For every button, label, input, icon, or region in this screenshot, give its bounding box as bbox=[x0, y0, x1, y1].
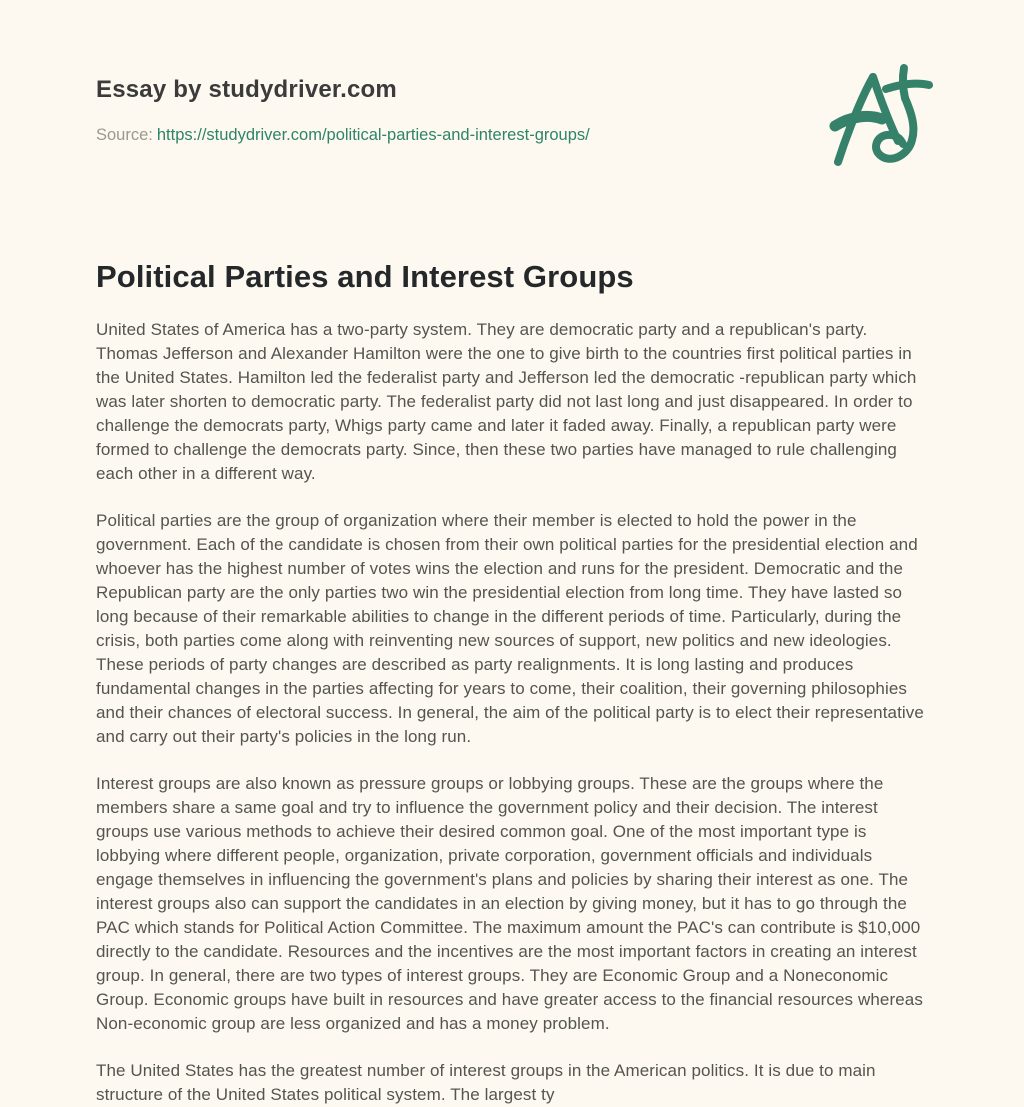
essay-paragraph-4: The United States has the greatest number of interest groups in the American politics. It is due to main structure of the United States political system. The largest ty bbox=[96, 1061, 876, 1104]
essay-paragraph-1: United States of America has a two-party system. They are democratic party and a republican's party. Thomas Jefferson and Alexander Hamilton were the one to give birth to the countries first political parties in the United States. Hamilton led the federalist party and Jefferson led the democratic -republican party which was later shorten to democratic party. The federalist party did not last long and just disappeared. In order to challenge the democrats party, Whigs party came and later it faded away. Finally, a republican party were formed to challenge the democrats party. Since, then these two parties have managed to rule challenging each other in a different way. bbox=[96, 320, 917, 483]
a-plus-logo-icon bbox=[824, 62, 936, 168]
essay-body bbox=[96, 318, 928, 1107]
essay-paragraph-3: Interest groups are also known as pressure groups or lobbying groups. These are the groups where the members share a same goal and try to influence the government policy and their decision. The interest groups use various methods to achieve their desired common goal. One of the most important type is lobbying where different people, organization, private corporation, government officials and individuals engage themselves in influencing the government's plans and policies by sharing their interest as one. The interest groups also can support the candidates in an election by giving money, but it has to go through the PAC which stands for Political Action Committee. The maximum amount the PAC's can contribute is $10,000 directly to the candidate. Resources and the incentives are the most important factors in creating an interest group. In general, there are two types of interest groups. They are Economic Group and a Noneconomic Group. Economic groups have built in resources and have greater access to the financial resources whereas Non-economic group are less organized and has a money problem. bbox=[96, 774, 923, 1033]
essay-paragraph-2: Political parties are the group of organization where their member is elected to hold the power in the government. Each of the candidate is chosen from their own political parties for the presidential election and whoever has the highest number of votes wins the election and runs for the president. Democratic and the Republican party are the only parties two win the presidential election from long time. They have lasted so long because of their remarkable abilities to change in the different periods of time. Particularly, during the crisis, both parties come along with reinventing new sources of support, new politics and new ideologies. These periods of party changes are described as party realignments. It is long lasting and produces fundamental changes in the parties affecting for years to come, their coalition, their governing philosophies and their chances of electoral success. In general, the aim of the political party is to elect their representative and carry out their party's policies in the long run. bbox=[96, 511, 924, 746]
source-line bbox=[96, 126, 928, 145]
source-label: Source: bbox=[96, 126, 153, 144]
essay-title: Political Parties and Interest Groups bbox=[96, 259, 634, 294]
essay-content bbox=[96, 259, 928, 1107]
page-header bbox=[96, 0, 928, 145]
source-link[interactable]: https://studydriver.com/political-parties-and-interest-groups/ bbox=[156, 126, 590, 144]
page-title: Essay by studydriver.com bbox=[96, 76, 397, 103]
